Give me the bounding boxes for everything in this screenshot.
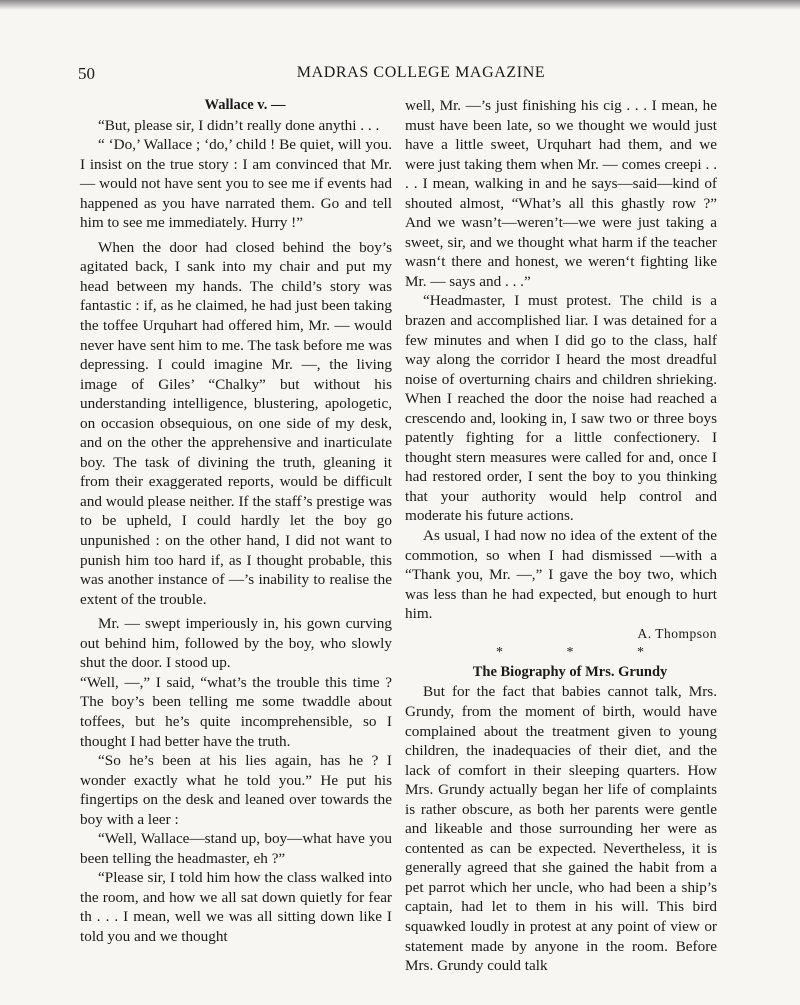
paragraph: But for the fact that babies cannot talk, Mrs. Grundy, from the moment of birth, would have complained about the treatment given to young children, the inadequacies of their diet, and the lack of comfort in their sleeping quarters. How Mrs. Grundy actually began her life of complaints is rather obscure, as both her parents were gentle and likeable and those surrounding her were as contented as can be expected. Nevertheless, it is generally agreed that she gained the habit from a pet parrot which her uncle, who had been a ship’s captain, had let to them in his will. This bird squawked loudly in protest at any point of view or statement made by anyone in the room. Before Mrs. Grundy could talk [405, 683, 717, 975]
paragraph: “But, please sir, I didn’t really done anythi . . . [98, 116, 380, 134]
section-separator: * * * [496, 645, 674, 661]
paragraph: When the door had closed behind the boy’s agitated back, I sank into my chair and put my head between my hands. The child’s story was fantastic : if, as he claimed, he had just been taking the toffee Urquhart had offered him, Mr. — would never have sent him to me. The task before me was depressing. I could imagine Mr. —, the living image of Giles’ “Chalky” but without his understanding intelligence, blustering, apologetic, on occasion obsequious, on one side of my desk, and on the other the apprehensive and inarticulate boy. The task of divining the truth, gleaning it from their exaggerated reports, would be difficult and would please neither. If the staff’s prestige was to be upheld, I could hardly let the boy go unpunished : on the other hand, I did not want to punish him too hard if, as I thought probable, this was another instance of —’s inability to realise the extent of the trouble. [80, 238, 392, 608]
scan-edge [0, 0, 800, 10]
paragraph: “Please sir, I told him how the class walked into the room, and how we all sat down quietly for fear th . . . I mean, well we was all sitting down like I told you and we thought [80, 869, 392, 945]
page-number: 50 [78, 64, 95, 83]
left-column [80, 96, 392, 947]
right-column [405, 96, 717, 976]
running-head: MADRAS COLLEGE MAGAZINE [296, 64, 546, 81]
paragraph: “ ‘Do,’ Wallace ; ‘do,’ child ! Be quiet, will you. I insist on the true story : I am convinced that Mr. — would not have sent you to see me if events had happened as you have narrated them. Go and tell him to see me immediately. Hurry !” [80, 136, 392, 232]
paragraph: As usual, I had now no idea of the extent of the commotion, so when I had dismissed —with a “Thank you, Mr. —,” I gave the boy two, which was less than he had expected, but enough to hurt him. [405, 527, 717, 623]
paragraph: “Well, Wallace—stand up, boy—what have you been telling the headmaster, eh ?” [80, 830, 392, 867]
page-header [78, 64, 718, 88]
paragraph: “Headmaster, I must protest. The child is a brazen and accomplished liar. I was detained for a few minutes and when I did go to the class, half way along the corridor I heard the most dreadful noise of overturning chairs and children shrieking. When I reached the door the noise had reached a crescendo and, looking in, I saw two or three boys patently fighting for a little confectionery. I thought stern measures were called for and, once I had restored order, I sent the boy to you thinking that your authority would help control and moderate his future actions. [405, 292, 717, 525]
story-title: The Biography of Mrs. Grundy [472, 663, 668, 680]
paragraph: Mr. — swept imperiously in, his gown curving out behind him, followed by the boy, who slowly shut the door. I stood up. [80, 615, 392, 672]
paragraph: “Well, —,” I said, “what’s the trouble this time ? The boy’s been telling me some twaddle about toffees, but he’s quite incomprehensible, so I thought I had better have the truth. [80, 673, 392, 750]
story-title: Wallace v. — [204, 97, 286, 113]
author-byline: A. Thompson [637, 625, 717, 641]
paragraph: well, Mr. —’s just finishing his cig . . . I mean, he must have been late, so we thought we would just have a little sweet, Urquhart had them, and we were just taking them when Mr. — comes creepi . . . . I mean, walking in and he says—said—kind of shouted almost, “What’s all this ghastly row ?” And we wasn’t—weren’t—we were just taking a sweet, sir, and we thought what harm if the teacher wasn‘t there and honest, we weren‘t fighting like Mr. — says and . . .” [405, 97, 717, 290]
paragraph: “So he’s been at his lies again, has he ? I wonder exactly what he told you.” He put his fingertips on the desk and leaned over towards the boy with a leer : [80, 752, 392, 828]
